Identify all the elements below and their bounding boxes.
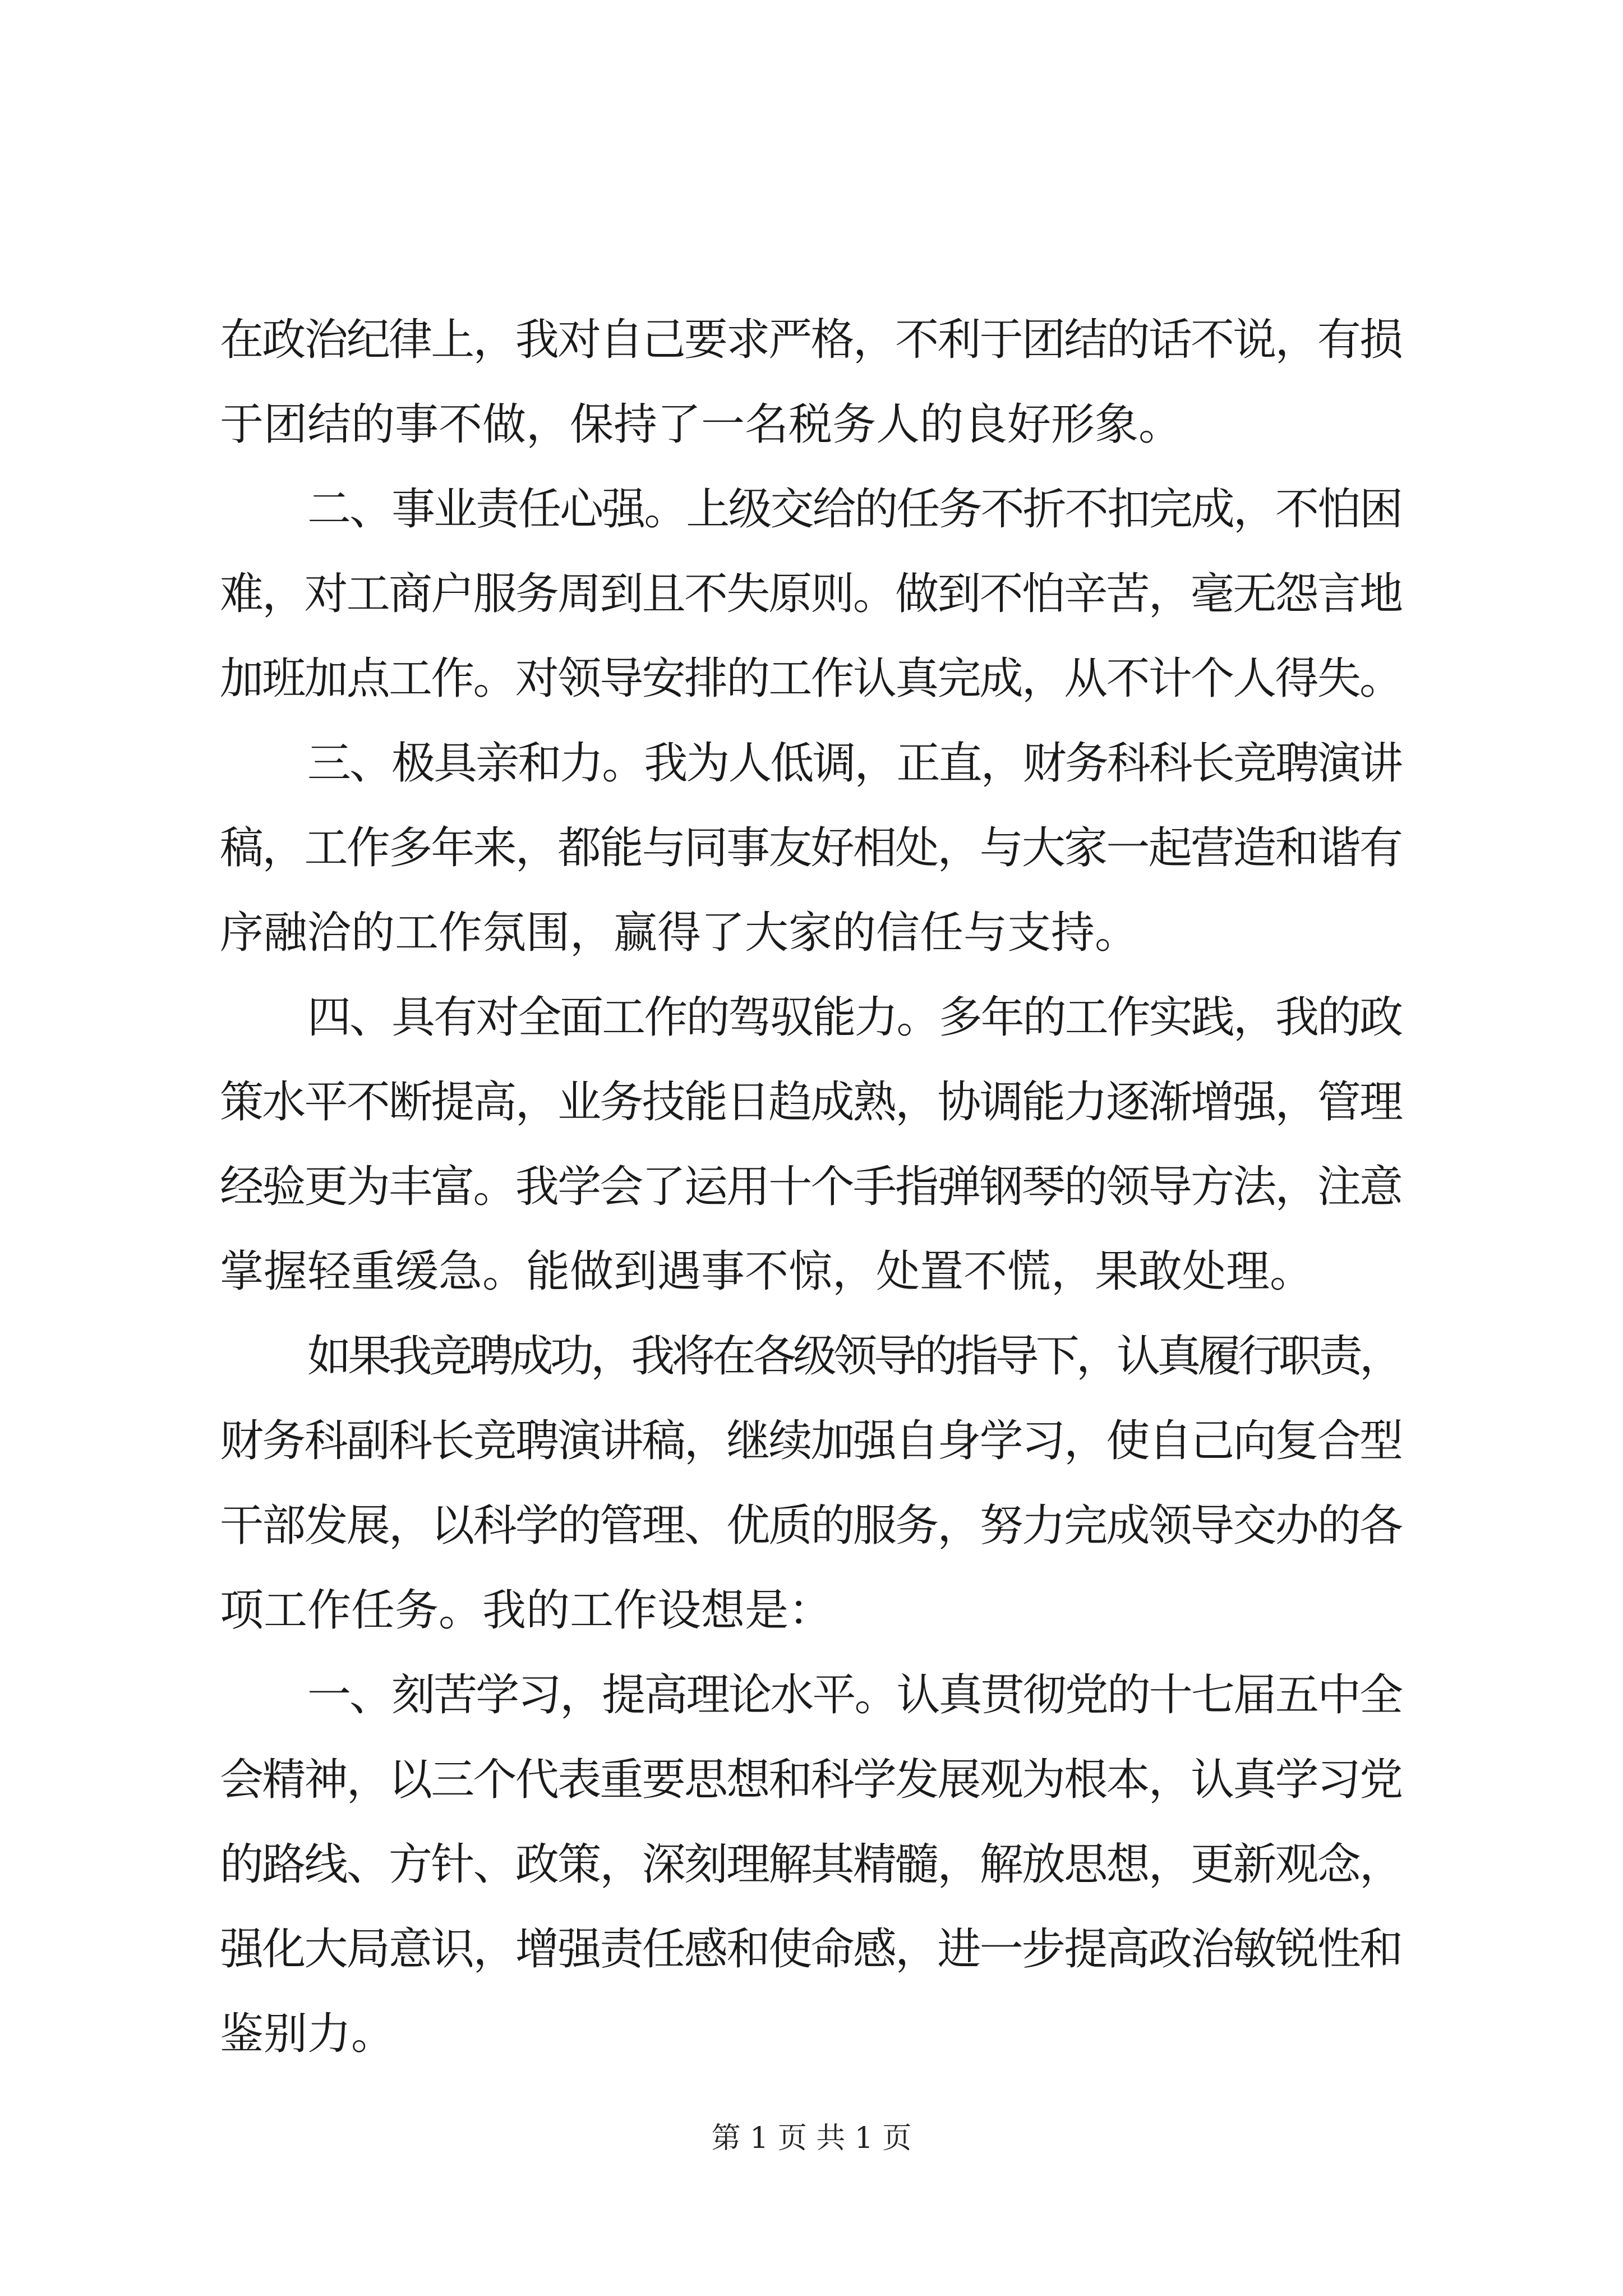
text-line-10: 策水平不断提高，业务技能日趋成熟，协调能力逐渐增强，管理 xyxy=(220,1077,1402,1128)
text-line-3: 二、事业责任心强。上级交给的任务不折不扣完成，不怕困 xyxy=(307,484,1402,535)
text-line-2: 于团结的事不做，保持了一名税务人的良好形象。 xyxy=(220,399,1183,450)
text-line-19: 的路线、方针、政策，深刻理解其精髓，解放思想，更新观念， xyxy=(220,1839,1402,1890)
text-line-21: 鉴别力。 xyxy=(220,2009,395,2059)
text-line-9: 四、具有对全面工作的驾驭能力。多年的工作实践，我的政 xyxy=(307,992,1402,1043)
text-line-17: 一、刻苦学习，提高理论水平。认真贯彻党的十七届五中全 xyxy=(307,1670,1402,1720)
text-line-5: 加班加点工作。对领导安排的工作认真完成，从不计个人得失。 xyxy=(220,654,1402,704)
text-line-16: 项工作任务。我的工作设想是： xyxy=(220,1585,833,1636)
text-line-12: 掌握轻重缓急。能做到遇事不惊，处置不慌，果敢处理。 xyxy=(220,1246,1314,1297)
text-line-15: 干部发展，以科学的管理、优质的服务，努力完成领导交办的各 xyxy=(220,1501,1402,1551)
text-line-1: 在政治纪律上，我对自己要求严格，不利于团结的话不说，有损 xyxy=(220,315,1402,365)
text-line-8: 序融洽的工作氛围，赢得了大家的信任与支持。 xyxy=(220,908,1139,958)
text-line-6: 三、极具亲和力。我为人低调，正直，财务科科长竞聘演讲 xyxy=(307,738,1402,789)
text-line-7: 稿，工作多年来，都能与同事友好相处，与大家一起营造和谐有 xyxy=(220,823,1402,873)
page-footer: 第 1 页 共 1 页 xyxy=(711,2122,912,2155)
text-line-14: 财务科副科长竞聘演讲稿，继续加强自身学习，使自己向复合型 xyxy=(220,1416,1402,1466)
text-line-20: 强化大局意识，增强责任感和使命感，进一步提高政治敏锐性和 xyxy=(220,1924,1402,1975)
text-line-4: 难，对工商户服务周到且不失原则。做到不怕辛苦，毫无怨言地 xyxy=(220,569,1402,619)
text-line-13: 如果我竞聘成功，我将在各级领导的指导下，认真履行职责， xyxy=(307,1331,1400,1382)
text-line-18: 会精神，以三个代表重要思想和科学发展观为根本，认真学习党 xyxy=(220,1755,1402,1805)
text-line-11: 经验更为丰富。我学会了运用十个手指弹钢琴的领导方法，注意 xyxy=(220,1162,1402,1212)
